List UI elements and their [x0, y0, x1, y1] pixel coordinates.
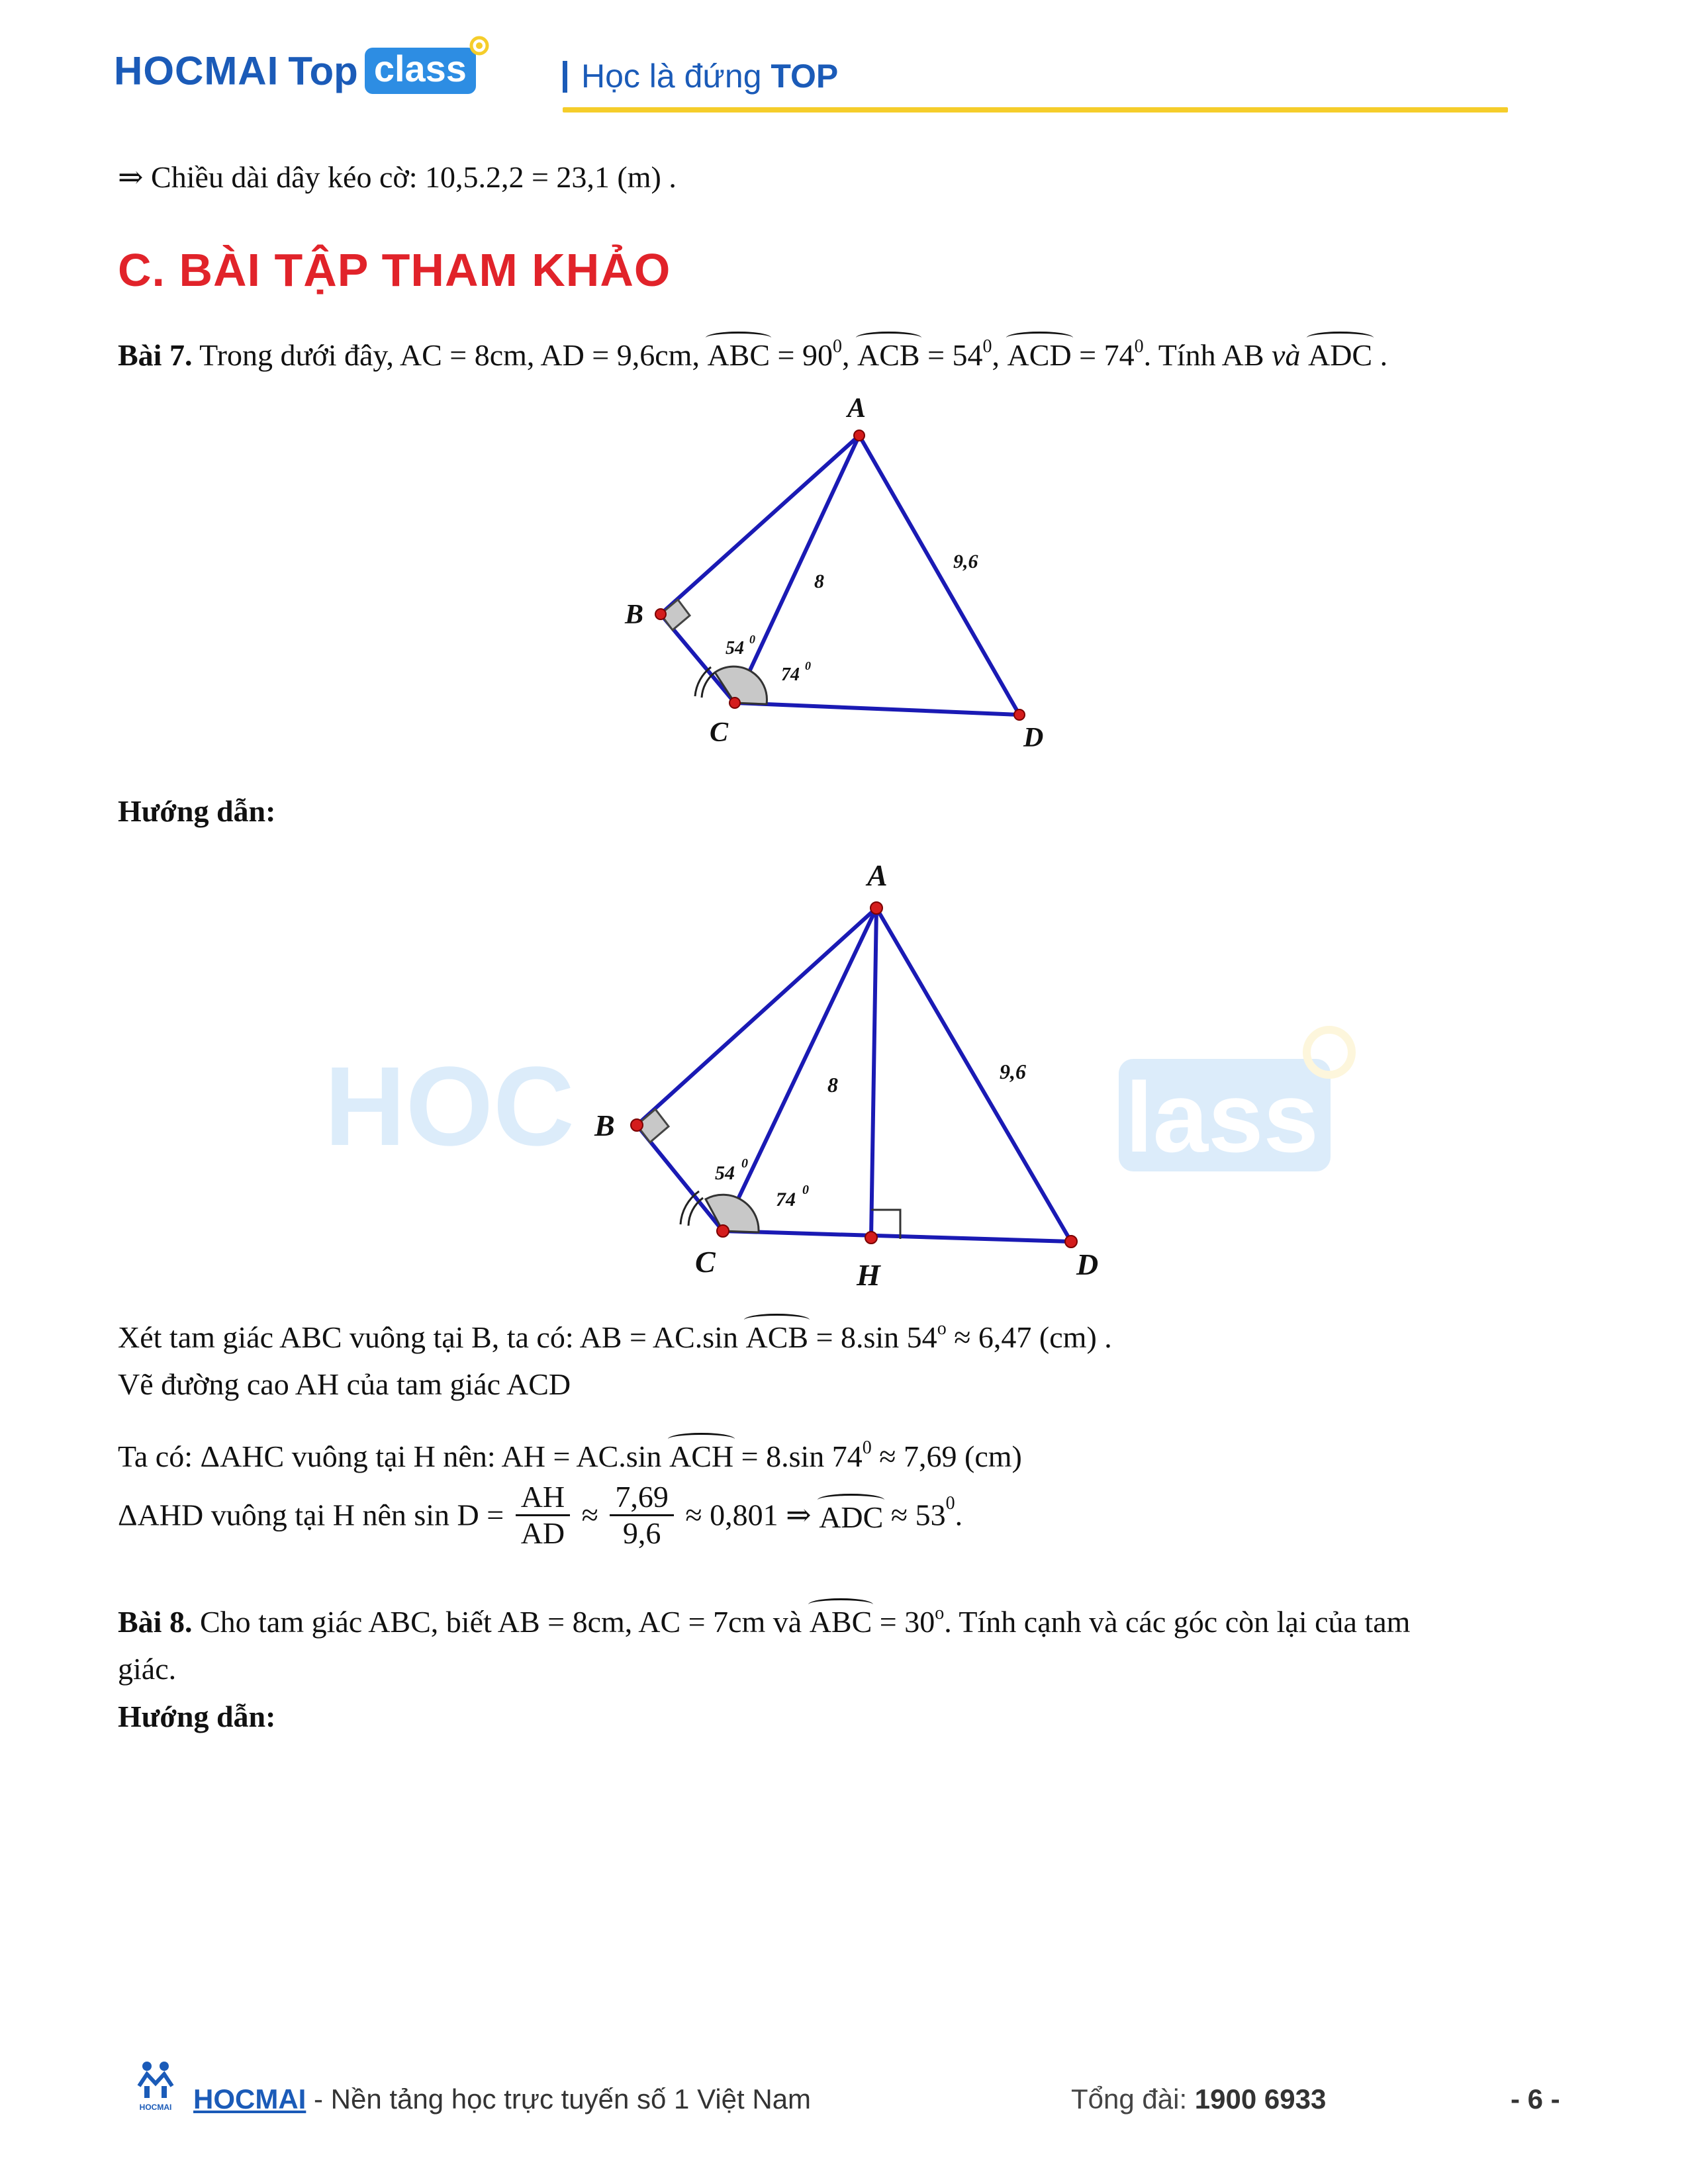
intro-end: . — [661, 160, 677, 194]
figure-triangle-abcdh — [576, 847, 1119, 1297]
watermark-right-text: lass — [1125, 1062, 1319, 1173]
bai8-text1: Cho tam giác ABC, biết AB = 8cm, AC = 7cm và — [192, 1605, 810, 1639]
solution-line-2: Vẽ đường cao AH của tam giác ACD — [118, 1367, 571, 1401]
logo-hocmai-text: HOCMAI — [114, 48, 279, 93]
segment-ab — [661, 435, 859, 614]
figure-triangle-abcd — [596, 384, 1072, 754]
frac-den2: 9,6 — [622, 1516, 661, 1550]
sol3-text: Ta có: ΔAHC vuông tại H nên: AH = AC.sin — [118, 1439, 669, 1473]
segment-ah — [871, 908, 876, 1238]
footer-hotline — [1071, 2083, 1326, 2115]
label-angle-74: 74 — [781, 664, 800, 685]
sol1-result: ≈ 6,47 (cm) . — [946, 1320, 1112, 1354]
sol4-value: ≈ 53 — [883, 1498, 946, 1532]
slogan-bold: TOP — [771, 58, 839, 95]
label-angle-54: 54 — [726, 638, 744, 659]
segment-ab — [637, 908, 876, 1125]
label-ac-length: 8 — [814, 570, 824, 592]
bai8-label: Bài 8. — [118, 1605, 193, 1639]
sun-icon — [468, 34, 491, 57]
frac-num: AH — [516, 1480, 570, 1516]
header-divider — [563, 61, 567, 93]
point-b — [655, 609, 666, 619]
deg-sup: 0 — [1134, 336, 1144, 357]
segment-ac — [723, 908, 876, 1231]
hocmai-footer-icon — [132, 2060, 179, 2113]
angle-acb: ACB — [745, 1315, 808, 1356]
label-angle-54: 54 — [715, 1162, 735, 1184]
footer-tagline — [193, 2083, 811, 2115]
angle-ach: ACH — [669, 1434, 733, 1475]
label-ac-length: 8 — [827, 1073, 838, 1097]
sol1-value: = 8.sin 54 — [808, 1320, 937, 1354]
point-a — [854, 430, 865, 441]
section-title: C. BÀI TẬP THAM KHẢO — [118, 244, 671, 296]
logo-class-badge — [365, 48, 476, 94]
label-a: A — [867, 858, 888, 892]
label-angle-74: 74 — [776, 1189, 796, 1210]
huong-dan-heading-2: Hướng dẫn: — [118, 1700, 276, 1733]
point-a — [870, 902, 882, 914]
label-d: D — [1023, 723, 1044, 753]
sol1-text: Xét tam giác ABC vuông tại B, ta có: AB = AC.sin — [118, 1320, 746, 1354]
label-deg-74: 0 — [805, 659, 811, 672]
bai7-end: . — [1372, 338, 1388, 372]
bai7-text1: Trong dưới đây, AC = 8cm, AD = 9,6cm, — [192, 338, 708, 372]
angle-arc-74 — [715, 666, 767, 704]
label-ad-length: 9,6 — [1000, 1060, 1026, 1083]
sol4-result: ≈ 0,801 ⇒ — [677, 1498, 820, 1532]
sol3-result: ≈ 7,69 (cm) — [871, 1439, 1022, 1473]
watermark-left-text: HOC — [324, 1044, 575, 1169]
frac-den: AD — [520, 1516, 565, 1550]
intro-line — [118, 159, 677, 196]
point-c — [717, 1225, 729, 1237]
footer-brand-link[interactable]: HOCMAI — [193, 2083, 306, 2115]
label-a: A — [847, 393, 867, 424]
fraction-ah-ad — [516, 1480, 570, 1551]
segment-cd — [723, 1231, 1071, 1242]
implies-arrow: ⇒ — [118, 160, 144, 194]
bai7-v3: = 74 — [1071, 338, 1135, 372]
label-b: B — [625, 600, 644, 630]
angle-acd: ACD — [1008, 333, 1072, 374]
bai8-line-2: giác. — [118, 1652, 177, 1686]
bai7-label: Bài 7. — [118, 338, 193, 372]
label-deg-74: 0 — [802, 1183, 809, 1197]
segment-ad — [876, 908, 1071, 1242]
sol3-value: = 8.sin 74 — [733, 1439, 863, 1473]
point-c — [729, 698, 740, 708]
point-d — [1065, 1236, 1077, 1248]
fraction-values — [610, 1480, 674, 1551]
label-c: C — [710, 717, 729, 748]
hotline-label: Tổng đài: — [1071, 2083, 1195, 2115]
segment-ac — [735, 435, 859, 703]
solution-line-1 — [118, 1310, 1112, 1356]
angle-adc: ADC — [819, 1495, 883, 1536]
footer-text: - Nền tảng học trực tuyến số 1 Việt Nam — [306, 2083, 812, 2115]
deg-sup: o — [935, 1603, 945, 1623]
header-underline — [563, 107, 1508, 113]
intro-formula: 10,5.2,2 = 23,1 (m) — [424, 160, 661, 194]
logo-class-text: class — [365, 48, 476, 94]
deg-sup: 0 — [862, 1437, 872, 1458]
deg-sup: 0 — [945, 1493, 955, 1514]
bai8-text2: = 30 — [872, 1605, 935, 1639]
bai7-text2: . Tính AB — [1143, 338, 1272, 372]
deg-sup: 0 — [982, 336, 992, 357]
label-d: D — [1076, 1248, 1099, 1281]
point-h — [865, 1232, 877, 1244]
header-slogan — [581, 57, 838, 95]
deg-sup: 0 — [833, 336, 842, 357]
bai7-v2: = 54 — [919, 338, 983, 372]
bai8-statement — [118, 1595, 1410, 1641]
page-number: - 6 - — [1511, 2083, 1560, 2115]
segment-ad — [859, 435, 1019, 715]
segment-cd — [735, 703, 1019, 715]
slogan-text: Học là đứng — [581, 58, 771, 95]
point-d — [1014, 709, 1025, 720]
sol4-text: ΔAHD vuông tại H nên sin D = — [118, 1498, 512, 1532]
sol4-end: . — [955, 1498, 963, 1532]
logo-top-text: Top — [288, 48, 358, 93]
bai7-statement: Bài 7. Trong dưới đây, AC = 8cm, AD = 9,6cm, ABC = $90^0$, ACB = $54^0$, ACD = $74^0$. Tính AB và ADC . — [118, 328, 1387, 374]
angle-acb: ACB — [857, 333, 920, 374]
bai7-va: và — [1272, 338, 1301, 372]
angle-abc: ABC — [707, 333, 770, 374]
footer-icon-caption: HOCMAI — [139, 2103, 172, 2112]
sol4-approx: ≈ — [574, 1498, 606, 1532]
frac-num2: 7,69 — [610, 1480, 674, 1516]
label-deg-54: 0 — [749, 633, 755, 646]
label-h: H — [857, 1258, 880, 1292]
label-ad-length: 9,6 — [953, 551, 978, 572]
label-deg-54: 0 — [741, 1156, 748, 1171]
angle-adc: ADC — [1308, 333, 1372, 374]
solution-line-3 — [118, 1430, 1022, 1475]
label-b: B — [594, 1109, 615, 1142]
hotline-number: 1900 6933 — [1194, 2083, 1327, 2115]
bai7-v1: = 90 — [770, 338, 833, 372]
angle-abc: ABC — [810, 1600, 872, 1641]
deg-sup: o — [937, 1318, 947, 1339]
intro-text: Chiều dài dây kéo cờ: — [143, 160, 425, 194]
angle-arc-74 — [706, 1195, 759, 1232]
label-c: C — [695, 1245, 716, 1279]
hocmai-topclass-logo — [114, 48, 476, 114]
point-b — [631, 1119, 643, 1131]
bai8-text3: . Tính cạnh và các góc còn lại của tam — [944, 1605, 1411, 1639]
huong-dan-heading-1: Hướng dẫn: — [118, 794, 276, 828]
solution-line-4 — [118, 1480, 962, 1551]
